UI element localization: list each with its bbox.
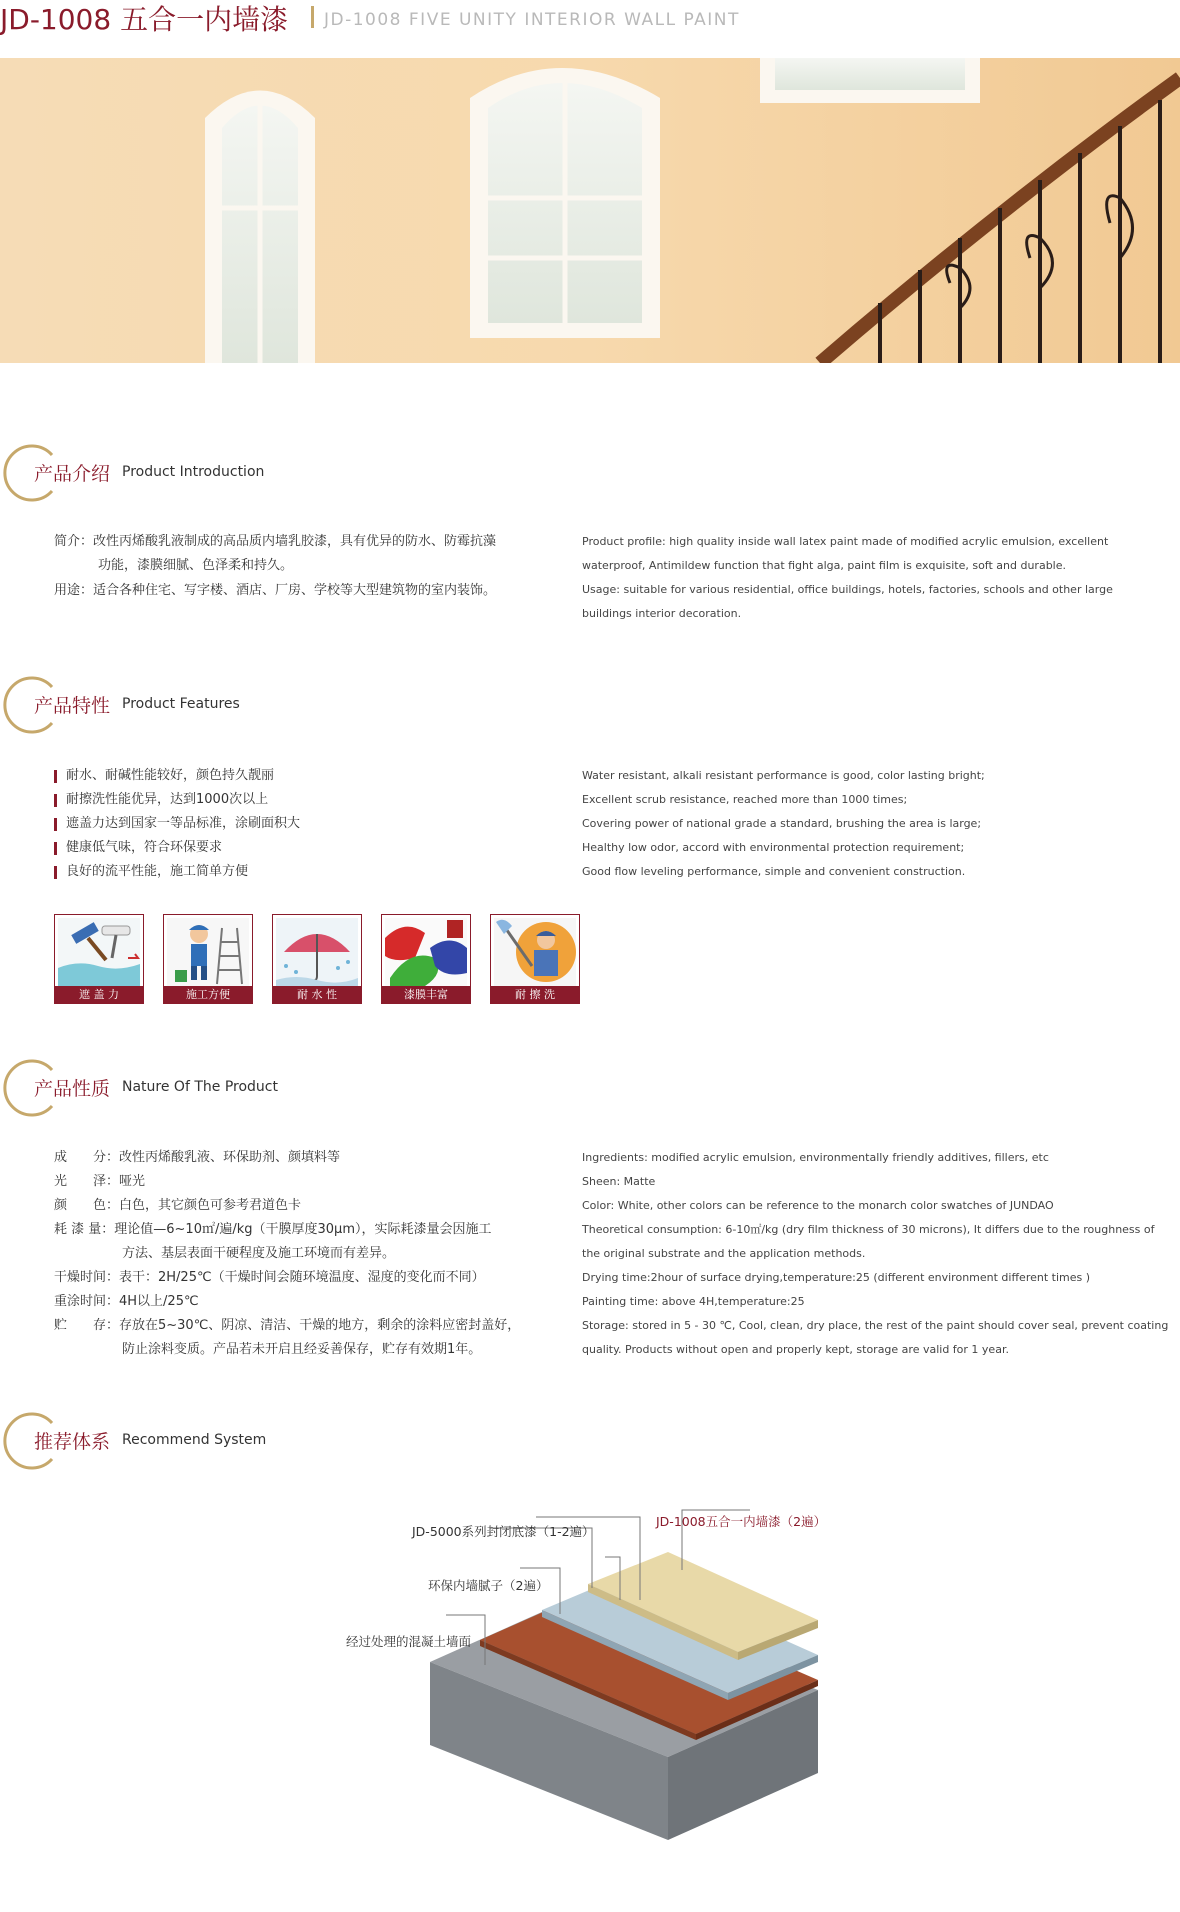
feature-cn-line: 健康低气味，符合环保要求 — [66, 840, 223, 855]
worker-ladder-icon — [167, 918, 249, 986]
section-title-en: Product Introduction — [122, 464, 265, 480]
feature-tile-rich-film — [381, 914, 471, 1004]
feature-cn-line: 遮盖力达到国家一等品标准，涂刷面积大 — [66, 816, 301, 831]
layer-label-primer: JD-5000系列封闭底漆（1-2遍） — [412, 1524, 595, 1539]
bullet-marker — [54, 866, 57, 879]
umbrella-icon — [276, 918, 358, 986]
paint-layers-illustration — [330, 1490, 850, 1840]
section-title-en: Nature Of The Product — [122, 1079, 278, 1095]
nature-en-line: Sheen: Matte — [582, 1175, 656, 1188]
section-title-cn: 推荐体系 — [34, 1431, 111, 1453]
nature-cn-line: 成 分：改性丙烯酸乳液、环保助剂、颜填料等 — [54, 1150, 341, 1165]
window-right — [760, 58, 980, 103]
brush-roller-icon — [58, 918, 140, 986]
nature-en-line: Ingredients: modified acrylic emulsion, environmentally friendly additives, fillers, etc — [582, 1151, 1049, 1164]
section-title-cn: 产品特性 — [34, 695, 111, 717]
layer-label-concrete: 经过处理的混凝土墙面 — [346, 1634, 472, 1649]
section-heading-features — [0, 675, 400, 735]
window-center — [470, 68, 660, 338]
section-heading-system — [0, 1411, 400, 1471]
nature-cn-line: 耗 漆 量：理论值—6~10㎡/遍/kg（干膜厚度30μm），实际耗漆量会因施工 — [54, 1222, 492, 1237]
window-left — [205, 91, 315, 364]
layer-label-topcoat: JD-1008五合一内墙漆（2遍） — [656, 1514, 827, 1529]
feature-en-line: Healthy low odor, accord with environmental protection requirement; — [582, 841, 965, 854]
nature-cn-line: 贮 存：存放在5~30℃、阴凉、清洁、干燥的地方，剩余的涂料应密封盖好， — [54, 1318, 521, 1333]
nature-en-line: Painting time: above 4H,temperature:25 — [582, 1295, 805, 1308]
intro-en-line: waterproof, Antimildew function that fight alga, paint film is exquisite, soft and durable. — [582, 559, 1066, 572]
tile-caption: 施工方便 — [164, 986, 252, 1003]
nature-en-line: Storage: stored in 5 - 30 ℃, Cool, clean, dry place, the rest of the paint should cover seal, prevent coating — [582, 1319, 1169, 1332]
intro-cn-line: 简介：改性丙烯酸乳液制成的高品质内墙乳胶漆，具有优异的防水、防霉抗藻 — [54, 534, 497, 549]
layer-system-diagram — [330, 1490, 850, 1840]
nature-cn-line: 干燥时间：表干：2H/25℃（干燥时间会随环境温度、湿度的变化而不同） — [54, 1270, 485, 1285]
layer-label-putty: 环保内墙腻子（2遍） — [428, 1578, 549, 1593]
section-heading-intro — [0, 443, 400, 503]
feature-en-line: Good flow leveling performance, simple and convenient construction. — [582, 865, 966, 878]
feature-tile-hiding-power — [54, 914, 144, 1004]
paint-splash-icon — [385, 918, 467, 986]
section-title-en: Product Features — [122, 696, 240, 712]
intro-en-line: Usage: suitable for various residential, office buildings, hotels, factories, schools and other large — [582, 583, 1113, 596]
title-divider — [311, 6, 314, 28]
product-title-en: JD-1008 FIVE UNITY INTERIOR WALL PAINT — [324, 10, 740, 30]
feature-en-line: Covering power of national grade a standard, brushing the area is large; — [582, 817, 982, 830]
intro-cn-line: 用途：适合各种住宅、写字楼、酒店、厂房、学校等大型建筑物的室内装饰。 — [54, 583, 497, 598]
tile-caption: 耐 擦 洗 — [491, 986, 579, 1003]
bullet-marker — [54, 770, 57, 783]
tile-caption: 漆膜丰富 — [382, 986, 470, 1003]
nature-cn-line: 重涂时间：4H以上/25℃ — [54, 1294, 199, 1309]
feature-tile-scrub-resistance — [490, 914, 580, 1004]
section-heading-nature — [0, 1058, 400, 1118]
section-title-en: Recommend System — [122, 1432, 267, 1448]
feature-cn-line: 良好的流平性能，施工简单方便 — [66, 864, 249, 879]
nature-cn-line: 方法、基层表面干硬程度及施工环境而有差异。 — [122, 1246, 396, 1261]
product-title-cn: JD-1008 五合一内墙漆 — [0, 3, 289, 36]
page-header — [0, 0, 1180, 40]
tile-caption: 遮 盖 力 — [55, 986, 143, 1003]
section-title-cn: 产品性质 — [34, 1078, 111, 1100]
feature-cn-line: 耐擦洗性能优异，达到1000次以上 — [66, 792, 269, 807]
intro-en-line: Product profile: high quality inside wall latex paint made of modified acrylic emulsion, excellent — [582, 535, 1109, 548]
feature-tile-water-resistance — [272, 914, 362, 1004]
nature-cn-line: 光 泽：哑光 — [54, 1174, 146, 1189]
nature-en-line: Color: White, other colors can be reference to the monarch color swatches of JUNDAO — [582, 1199, 1054, 1212]
intro-en-line: buildings interior decoration. — [582, 607, 742, 620]
hero-banner-image — [0, 58, 1180, 363]
bullet-marker — [54, 794, 57, 807]
nature-cn-line: 防止涂料变质。产品若未开启且经妥善保存，贮存有效期1年。 — [122, 1342, 482, 1357]
feature-tile-easy-application — [163, 914, 253, 1004]
mop-cleaner-icon — [494, 918, 576, 986]
nature-en-line: quality. Products without open and properly kept, storage are valid for 1 year. — [582, 1343, 1009, 1356]
feature-en-line: Excellent scrub resistance, reached more than 1000 times; — [582, 793, 908, 806]
nature-en-line: the original substrate and the application methods. — [582, 1247, 866, 1260]
tile-caption: 耐 水 性 — [273, 986, 361, 1003]
nature-cn-line: 颜 色：白色，其它颜色可参考君道色卡 — [54, 1198, 302, 1213]
nature-en-line: Theoretical consumption: 6-10㎡/kg (dry film thickness of 30 microns), It differs due to the roughness of — [582, 1223, 1155, 1236]
feature-cn-line: 耐水、耐碱性能较好，颜色持久靓丽 — [66, 768, 275, 783]
section-title-cn: 产品介绍 — [34, 463, 111, 485]
bullet-marker — [54, 818, 57, 831]
intro-cn-line: 功能，漆膜细腻、色泽柔和持久。 — [98, 558, 294, 573]
feature-en-line: Water resistant, alkali resistant performance is good, color lasting bright; — [582, 769, 985, 782]
nature-en-line: Drying time:2hour of surface drying,temperature:25 (different environment different times ) — [582, 1271, 1091, 1284]
bullet-marker — [54, 842, 57, 855]
